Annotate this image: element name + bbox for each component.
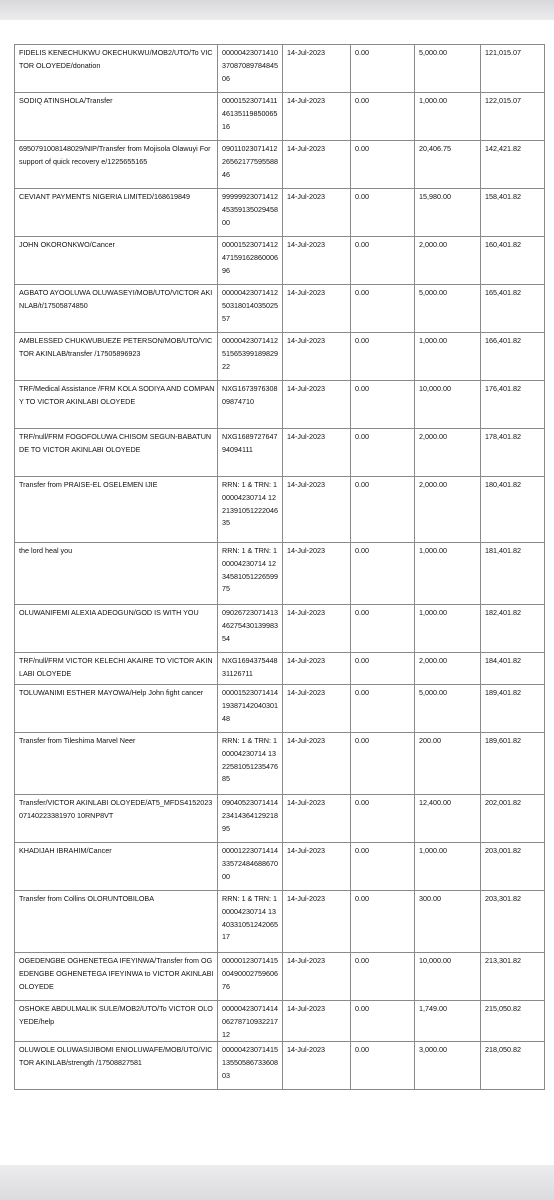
reference-cell: RRN: 1 & TRN: 100004230714 13 22581051235476 85 [218, 733, 283, 795]
balance-cell: 202,001.82 [481, 795, 545, 843]
credit-cell: 1,749.00 [415, 1001, 481, 1042]
reference-cell: 00000423071412 51565399189829 22 [218, 333, 283, 381]
debit-cell: 0.00 [351, 429, 415, 477]
date-cell: 14-Jul-2023 [283, 477, 351, 543]
reference-cell: NXG1694375448 31126711 [218, 653, 283, 685]
debit-cell: 0.00 [351, 237, 415, 285]
credit-cell: 200.00 [415, 733, 481, 795]
date-cell: 14-Jul-2023 [283, 381, 351, 429]
debit-cell: 0.00 [351, 543, 415, 605]
description-cell: FIDELIS KENECHUKWU OKECHUKWU/MOB2/UTO/To VICTOR OLOYEDE/donation [15, 45, 218, 93]
description-cell: TOLUWANIMI ESTHER MAYOWA/Help John fight cancer [15, 685, 218, 733]
description-cell: SODIQ ATINSHOLA/Transfer [15, 93, 218, 141]
date-cell: 14-Jul-2023 [283, 605, 351, 653]
credit-cell: 1,000.00 [415, 605, 481, 653]
date-cell: 14-Jul-2023 [283, 45, 351, 93]
credit-cell: 5,000.00 [415, 685, 481, 733]
credit-cell: 1,000.00 [415, 543, 481, 605]
transaction-row [15, 477, 545, 543]
debit-cell: 0.00 [351, 653, 415, 685]
debit-cell: 0.00 [351, 605, 415, 653]
balance-cell: 189,601.82 [481, 733, 545, 795]
credit-cell: 20,406.75 [415, 141, 481, 189]
balance-cell: 215,050.82 [481, 1001, 545, 1042]
credit-cell: 2,000.00 [415, 429, 481, 477]
transaction-row [15, 733, 545, 795]
description-cell: Transfer from PRAISE-EL OSELEMEN IJIE [15, 477, 218, 543]
debit-cell: 0.00 [351, 953, 415, 1001]
balance-cell: 158,401.82 [481, 189, 545, 237]
reference-cell: 00000423071412 50318014035025 57 [218, 285, 283, 333]
description-cell: OLUWOLE OLUWASIJIBOMI ENIOLUWAFE/MOB/UTO/VICTOR AKINLAB/strength /17508827581 [15, 1042, 218, 1090]
debit-cell: 0.00 [351, 45, 415, 93]
transaction-row [15, 653, 545, 685]
reference-cell: 99999923071412 45359135029458 00 [218, 189, 283, 237]
balance-cell: 218,050.82 [481, 1042, 545, 1090]
reference-cell: NXG1673976308 09874710 [218, 381, 283, 429]
description-cell: the lord heal you [15, 543, 218, 605]
credit-cell: 10,000.00 [415, 381, 481, 429]
debit-cell: 0.00 [351, 1042, 415, 1090]
description-cell: TRF/Medical Assistance /FRM KOLA SODIYA AND COMPANY TO VICTOR AKINLABI OLOYEDE [15, 381, 218, 429]
balance-cell: 122,015.07 [481, 93, 545, 141]
date-cell: 14-Jul-2023 [283, 543, 351, 605]
transaction-row [15, 45, 545, 93]
description-cell: 6950791008148029/NIP/Transfer from Mojisola Olawuyi For support of quick recovery e/1225655165 [15, 141, 218, 189]
reference-cell: 00000423071415 13550586733608 03 [218, 1042, 283, 1090]
description-cell: CEVIANT PAYMENTS NIGERIA LIMITED/168619849 [15, 189, 218, 237]
date-cell: 14-Jul-2023 [283, 237, 351, 285]
balance-cell: 213,301.82 [481, 953, 545, 1001]
description-cell: TRF/null/FRM FOGOFOLUWA CHISOM SEGUN-BABATUNDE TO VICTOR AKINLABI OLOYEDE [15, 429, 218, 477]
credit-cell: 3,000.00 [415, 1042, 481, 1090]
description-cell: TRF/null/FRM VICTOR KELECHI AKAIRE TO VICTOR AKINLABI OLOYEDE [15, 653, 218, 685]
debit-cell: 0.00 [351, 381, 415, 429]
transaction-row [15, 543, 545, 605]
balance-cell: 180,401.82 [481, 477, 545, 543]
transaction-row [15, 1001, 545, 1042]
balance-cell: 203,001.82 [481, 843, 545, 891]
top-background [0, 0, 554, 20]
debit-cell: 0.00 [351, 333, 415, 381]
transaction-row [15, 1042, 545, 1090]
reference-cell: 09040523071414 23414364129218 95 [218, 795, 283, 843]
debit-cell: 0.00 [351, 141, 415, 189]
description-cell: OGEDENGBE OGHENETEGA IFEYINWA/Transfer from OGEDENGBE OGHENETEGA IFEYINWA to VICTOR AKINLABI OLOYEDE [15, 953, 218, 1001]
transaction-row [15, 141, 545, 189]
balance-cell: 203,301.82 [481, 891, 545, 953]
transaction-row [15, 237, 545, 285]
balance-cell: 181,401.82 [481, 543, 545, 605]
transactions-body [15, 45, 545, 1090]
date-cell: 14-Jul-2023 [283, 333, 351, 381]
balance-cell: 160,401.82 [481, 237, 545, 285]
reference-cell: NXG1689727647 94094111 [218, 429, 283, 477]
transaction-row [15, 795, 545, 843]
balance-cell: 176,401.82 [481, 381, 545, 429]
date-cell: 14-Jul-2023 [283, 685, 351, 733]
credit-cell: 5,000.00 [415, 285, 481, 333]
transactions-table [14, 44, 545, 1090]
transaction-row [15, 333, 545, 381]
date-cell: 14-Jul-2023 [283, 1042, 351, 1090]
credit-cell: 1,000.00 [415, 843, 481, 891]
reference-cell: 00001523071412 47159162860006 96 [218, 237, 283, 285]
credit-cell: 2,000.00 [415, 653, 481, 685]
credit-cell: 1,000.00 [415, 93, 481, 141]
date-cell: 14-Jul-2023 [283, 653, 351, 685]
balance-cell: 142,421.82 [481, 141, 545, 189]
reference-cell: 00001523071411 46135119850065 16 [218, 93, 283, 141]
debit-cell: 0.00 [351, 285, 415, 333]
transaction-row [15, 843, 545, 891]
reference-cell: RRN: 1 & TRN: 100004230714 12 21391051222046 35 [218, 477, 283, 543]
reference-cell: 00000423071410 37087089784845 06 [218, 45, 283, 93]
date-cell: 14-Jul-2023 [283, 429, 351, 477]
description-cell: JOHN OKORONKWO/Cancer [15, 237, 218, 285]
reference-cell: 00000423071414 06278710932217 12 [218, 1001, 283, 1042]
reference-cell: 00001223071414 33572484688670 00 [218, 843, 283, 891]
debit-cell: 0.00 [351, 1001, 415, 1042]
balance-cell: 165,401.82 [481, 285, 545, 333]
description-cell: OSHOKE ABDULMALIK SULE/MOB2/UTO/To VICTOR OLOYEDE/help [15, 1001, 218, 1042]
reference-cell: 00000123071415 00490002759606 76 [218, 953, 283, 1001]
description-cell: AMBLESSED CHUKWUBUEZE PETERSON/MOB/UTO/VICTOR AKINLAB/transfer /17505896923 [15, 333, 218, 381]
credit-cell: 10,000.00 [415, 953, 481, 1001]
date-cell: 14-Jul-2023 [283, 953, 351, 1001]
debit-cell: 0.00 [351, 189, 415, 237]
transaction-row [15, 953, 545, 1001]
reference-cell: 09026723071413 46275430139983 54 [218, 605, 283, 653]
debit-cell: 0.00 [351, 733, 415, 795]
credit-cell: 300.00 [415, 891, 481, 953]
transaction-row [15, 189, 545, 237]
description-cell: Transfer/VICTOR AKINLABI OLOYEDE/AT5_MFDS415202307140223381970 10RNP8VT [15, 795, 218, 843]
transaction-row [15, 605, 545, 653]
description-cell: Transfer from Collins OLORUNTOBILOBA [15, 891, 218, 953]
debit-cell: 0.00 [351, 685, 415, 733]
date-cell: 14-Jul-2023 [283, 891, 351, 953]
balance-cell: 121,015.07 [481, 45, 545, 93]
reference-cell: 09011023071412 26562177595588 46 [218, 141, 283, 189]
transaction-row [15, 93, 545, 141]
debit-cell: 0.00 [351, 93, 415, 141]
description-cell: OLUWANIFEMI ALEXIA ADEOGUN/GOD IS WITH YOU [15, 605, 218, 653]
balance-cell: 178,401.82 [481, 429, 545, 477]
transaction-row [15, 891, 545, 953]
reference-cell: 00001523071414 19387142040301 48 [218, 685, 283, 733]
debit-cell: 0.00 [351, 843, 415, 891]
credit-cell: 12,400.00 [415, 795, 481, 843]
transaction-row [15, 685, 545, 733]
date-cell: 14-Jul-2023 [283, 843, 351, 891]
description-cell: Transfer from Tileshima Marvel Neer [15, 733, 218, 795]
description-cell: AGBATO AYOOLUWA OLUWASEYI/MOB/UTO/VICTOR AKINLAB/t/17505874850 [15, 285, 218, 333]
balance-cell: 189,401.82 [481, 685, 545, 733]
description-cell: KHADIJAH IBRAHIM/Cancer [15, 843, 218, 891]
credit-cell: 1,000.00 [415, 333, 481, 381]
date-cell: 14-Jul-2023 [283, 141, 351, 189]
date-cell: 14-Jul-2023 [283, 1001, 351, 1042]
date-cell: 14-Jul-2023 [283, 285, 351, 333]
date-cell: 14-Jul-2023 [283, 93, 351, 141]
credit-cell: 2,000.00 [415, 477, 481, 543]
reference-cell: RRN: 1 & TRN: 100004230714 13 40331051242065 17 [218, 891, 283, 953]
date-cell: 14-Jul-2023 [283, 795, 351, 843]
date-cell: 14-Jul-2023 [283, 733, 351, 795]
reference-cell: RRN: 1 & TRN: 100004230714 12 34581051226599 75 [218, 543, 283, 605]
transaction-row [15, 381, 545, 429]
credit-cell: 15,980.00 [415, 189, 481, 237]
debit-cell: 0.00 [351, 795, 415, 843]
transaction-row [15, 285, 545, 333]
credit-cell: 2,000.00 [415, 237, 481, 285]
balance-cell: 166,401.82 [481, 333, 545, 381]
bottom-background [0, 1165, 554, 1200]
credit-cell: 5,000.00 [415, 45, 481, 93]
date-cell: 14-Jul-2023 [283, 189, 351, 237]
balance-cell: 182,401.82 [481, 605, 545, 653]
balance-cell: 184,401.82 [481, 653, 545, 685]
debit-cell: 0.00 [351, 477, 415, 543]
debit-cell: 0.00 [351, 891, 415, 953]
transaction-row [15, 429, 545, 477]
